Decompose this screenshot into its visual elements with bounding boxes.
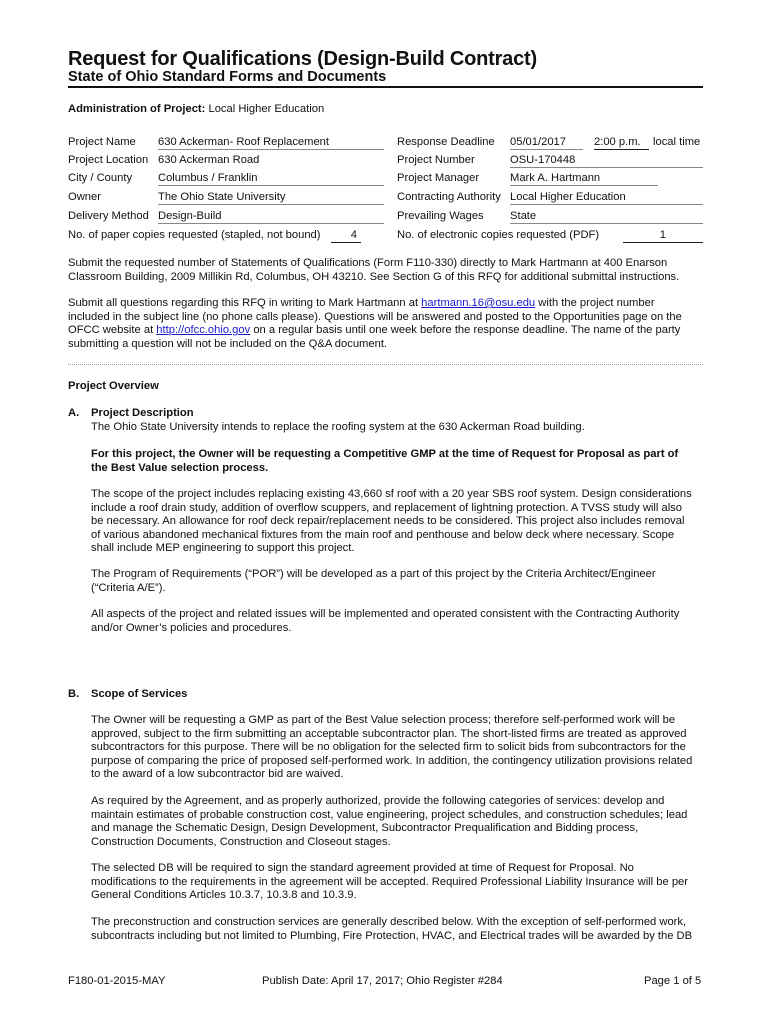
- section-divider: [68, 364, 703, 365]
- row-copies: [0, 229, 770, 245]
- document-subtitle: State of Ohio Standard Forms and Documents: [68, 69, 387, 85]
- services-line: purpose of comparing the price of proposed self-performed work. In addition, the contingency utilization provisions related: [91, 754, 693, 767]
- aspects-line: All aspects of the project and related issues will be implemented and operated consistent with the Contracting Authority: [91, 608, 680, 620]
- electronic-copies-field[interactable]: 1: [623, 229, 703, 243]
- project-manager-label: Project Manager: [397, 172, 480, 184]
- row-project-name: [0, 136, 770, 152]
- owner-label: Owner: [68, 191, 101, 203]
- services-paragraph-1: [91, 714, 703, 782]
- services-line: subcontracts including but not limited to Plumbing, Fire Protection, HVAC, and Electrical trades will be awarded by the DB: [91, 929, 693, 942]
- services-line: and manage the Schematic Design, Design Development, Subcontractor Prequalification and Bidding process,: [91, 822, 639, 835]
- questions-line: submitting a question will not be included on the Q&A document.: [68, 337, 388, 350]
- project-name-label: Project Name: [68, 136, 136, 148]
- por-line: (“Criteria A/E”).: [91, 581, 166, 594]
- scope-line: shall include MEP engineering to support this project.: [91, 542, 355, 555]
- row-city-county: [0, 172, 770, 188]
- aspects-paragraph: [91, 608, 703, 635]
- footer-publish-date: Publish Date: April 17, 2017; Ohio Register #284: [262, 975, 503, 987]
- project-number-label: Project Number: [397, 154, 475, 166]
- row-owner: [0, 191, 770, 207]
- administration-line: [68, 103, 324, 117]
- section-b-heading: Scope of Services: [91, 688, 188, 700]
- services-paragraph-4: [91, 916, 703, 943]
- services-line: Construction Documents, Construction and Closeout stages.: [91, 835, 391, 848]
- administration-label: Administration of Project:: [68, 103, 206, 115]
- submit-line: Classroom Building, 2009 Millikin Rd, Columbus, OH 43210. See Section G of this RFQ for additional submittal instructions.: [68, 270, 680, 283]
- administration-value: Local Higher Education: [208, 103, 325, 115]
- row-delivery-method: [0, 210, 770, 226]
- questions-line: [68, 297, 708, 311]
- project-name-field[interactable]: 630 Ackerman- Roof Replacement: [158, 136, 384, 150]
- services-line: modifications to the requirements in the agreement will be accepted. Required Professional Liability Insurance will be per: [91, 875, 688, 888]
- paper-copies-label: No. of paper copies requested (stapled, not bound): [68, 229, 321, 241]
- services-line: subcontractors for this purpose. There will be no obligation for the selected firm to solicit bids from subcontractors for the: [91, 741, 686, 754]
- services-line: approved, subject to the firm submitting an acceptable subcontractor plan. The short-listed firms are treated as approved: [91, 727, 687, 740]
- questions-text: with the project number: [535, 297, 655, 309]
- scope-line: include a roof drain study, addition of overflow scuppers, and replacement of lightning protection. A TVSS study will also: [91, 501, 682, 514]
- aspects-line: and/or Owner’s policies and procedures.: [91, 621, 292, 634]
- electronic-copies-label: No. of electronic copies requested (PDF): [397, 229, 600, 241]
- row-project-location: [0, 154, 770, 170]
- gmp-statement: [91, 448, 703, 475]
- ofcc-website-link[interactable]: http://ofcc.ohio.gov: [156, 324, 251, 337]
- por-line: The Program of Requirements (“POR”) will be developed as a part of this project by the Criteria Architect/Engineer: [91, 568, 656, 580]
- project-location-field[interactable]: 630 Ackerman Road: [158, 154, 260, 166]
- submit-line: Submit the requested number of Statements of Qualifications (Form F110-330) directly to Mark Hartmann at 400 Enarson: [68, 257, 668, 269]
- questions-line: included in the subject line (no phone calls please). Questions will be answered and posted to the Opportunities page on the: [68, 310, 682, 323]
- scope-line: of various abandoned mechanical fixtures from the main roof and penthouse and below deck where necessary. Scope: [91, 528, 675, 541]
- project-manager-field[interactable]: Mark A. Hartmann: [510, 172, 658, 186]
- project-overview-heading: Project Overview: [68, 380, 159, 392]
- project-number-field[interactable]: OSU-170448: [510, 154, 703, 168]
- services-line: The selected DB will be required to sign the standard agreement provided at time of Request for Proposal. No: [91, 862, 634, 874]
- questions-instructions: [68, 297, 708, 351]
- services-line: The preconstruction and construction services are generally described below. With the exception of self-performed work,: [91, 916, 687, 928]
- questions-line: [68, 324, 708, 338]
- delivery-method-label: Delivery Method: [68, 210, 149, 222]
- contracting-authority-field[interactable]: Local Higher Education: [510, 191, 703, 205]
- questions-text: OFCC website at: [68, 324, 157, 337]
- services-line: to the award of a low subcontractor bid are waived.: [91, 768, 344, 781]
- questions-text: Submit all questions regarding this RFQ in writing to Mark Hartmann at: [68, 297, 422, 309]
- paper-copies-field[interactable]: 4: [331, 229, 361, 243]
- city-county-field[interactable]: Columbus / Franklin: [158, 172, 384, 186]
- por-paragraph: [91, 568, 703, 595]
- scope-line: The scope of the project includes replacing existing 43,660 sf roof with a 20 year SBS roof system. Design considerations: [91, 488, 692, 500]
- project-location-label: Project Location: [68, 154, 149, 166]
- prevailing-wages-label: Prevailing Wages: [397, 210, 484, 222]
- gmp-line: For this project, the Owner will be requesting a Competitive GMP at the time of Request for Proposal as part of: [91, 448, 679, 460]
- document-title: Request for Qualifications (Design-Build Contract): [68, 48, 537, 70]
- footer-form-id: F180-01-2015-MAY: [68, 975, 166, 987]
- local-time-label: local time: [653, 136, 701, 148]
- services-line: maintain estimates of probable construction cost, value engineering, project schedules, and construction schedules; lead: [91, 808, 688, 821]
- city-county-label: City / County: [68, 172, 133, 184]
- response-deadline-label: Response Deadline: [397, 136, 495, 148]
- scope-line: be necessary. An allowance for roof deck repair/replacement needs to be considered. This project also includes removal: [91, 515, 685, 528]
- section-b-letter: B.: [68, 688, 80, 700]
- submit-instructions: [68, 257, 708, 284]
- services-line: As required by the Agreement, and as properly authorized, provide the following categories of services: develop and: [91, 795, 665, 807]
- scope-paragraph: [91, 488, 703, 556]
- services-line: The Owner will be requesting a GMP as part of the Best Value selection process; therefore self-performed work will be: [91, 714, 676, 726]
- services-line: General Conditions Articles 10.3.7, 10.3.8 and 10.3.9.: [91, 889, 357, 902]
- prevailing-wages-field[interactable]: State: [510, 210, 703, 224]
- response-deadline-date-field[interactable]: 05/01/2017: [510, 136, 583, 150]
- email-link[interactable]: hartmann.16@osu.edu: [421, 297, 536, 309]
- owner-field[interactable]: The Ohio State University: [158, 191, 384, 205]
- section-a-letter: A.: [68, 407, 80, 419]
- title-divider: [68, 86, 703, 88]
- contracting-authority-label: Contracting Authority: [397, 191, 501, 203]
- services-paragraph-3: [91, 862, 703, 903]
- delivery-method-field[interactable]: Design-Build: [158, 210, 384, 224]
- section-a-heading: Project Description: [91, 407, 194, 419]
- response-deadline-time-field[interactable]: 2:00 p.m.: [594, 136, 649, 150]
- questions-text: on a regular basis until one week before the response deadline. The name of the party: [250, 324, 681, 337]
- gmp-line: the Best Value selection process.: [91, 461, 269, 474]
- footer-page-number: Page 1 of 5: [644, 975, 702, 987]
- services-paragraph-2: [91, 795, 703, 849]
- section-a-text: The Ohio State University intends to replace the roofing system at the 630 Ackerman Road building.: [91, 421, 585, 433]
